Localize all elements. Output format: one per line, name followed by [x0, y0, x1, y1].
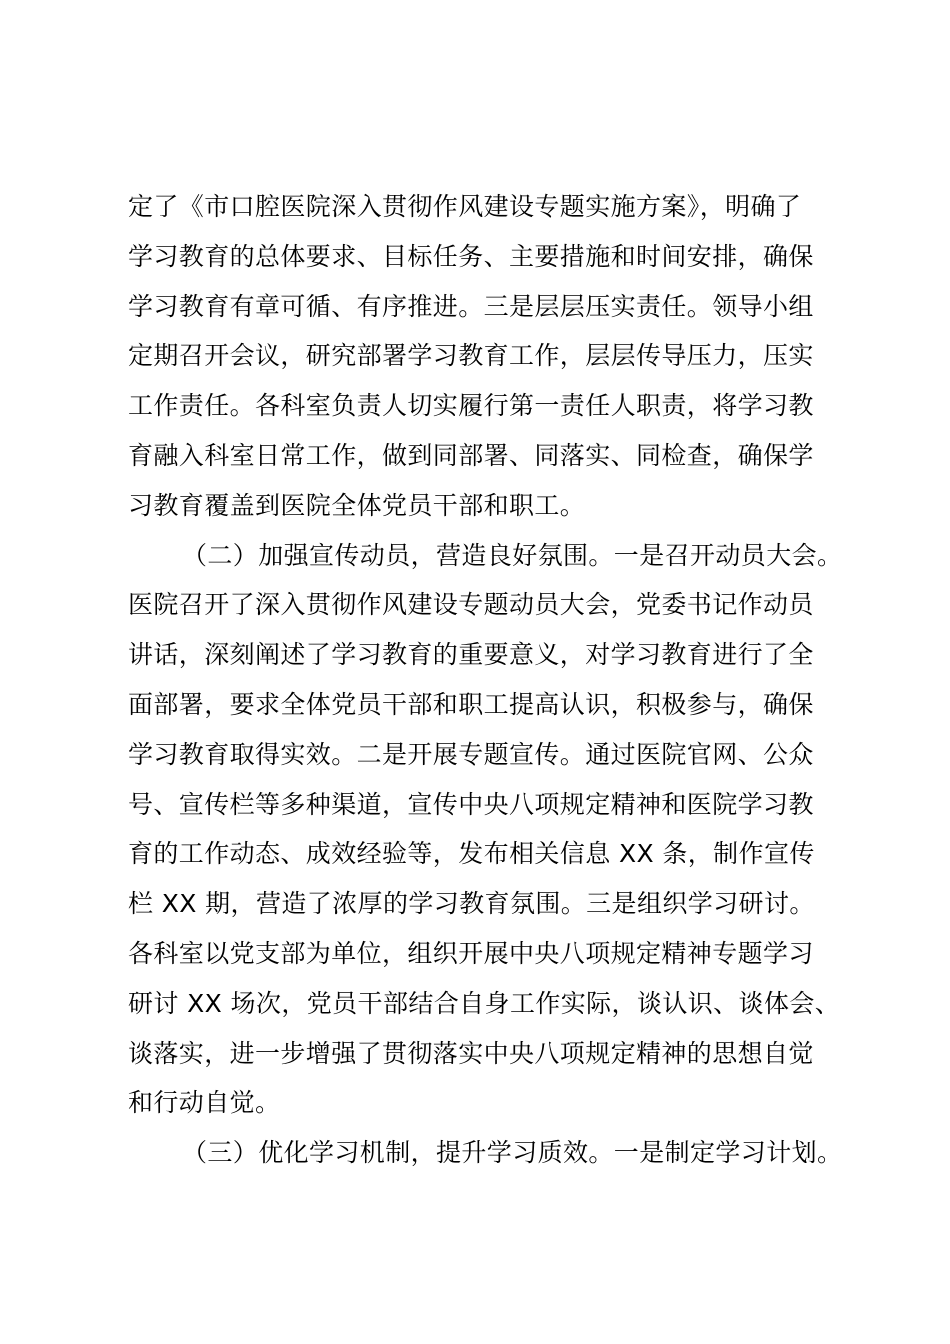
text-line: 医院召开了深入贯彻作风建设专题动员大会，党委书记作动员: [128, 590, 814, 620]
text-line: 号、宣传栏等多种渠道，宣传中央八项规定精神和医院学习教: [128, 789, 814, 819]
text-line: 育融入科室日常工作，做到同部署、同落实、同检查，确保学: [128, 440, 814, 470]
section-heading-line: （三）优化学习机制，提升学习质效。一是制定学习计划。: [182, 1138, 843, 1168]
text-line: 栏 XX 期，营造了浓厚的学习教育氛围。三是组织学习研讨。: [128, 889, 815, 919]
text-line: 面部署，要求全体党员干部和职工提高认识，积极参与，确保: [128, 689, 814, 719]
text-line: 工作责任。各科室负责人切实履行第一责任人职责，将学习教: [128, 391, 814, 421]
text-line: 学习教育有章可循、有序推进。三是层层压实责任。领导小组: [128, 291, 814, 321]
text-line: 学习教育的总体要求、目标任务、主要措施和时间安排，确保: [128, 241, 814, 271]
text-line: 和行动自觉。: [128, 1088, 281, 1118]
body-text: [128, 182, 888, 1178]
text-line: 研讨 XX 场次，党员干部结合自身工作实际，谈认识、谈体会、: [128, 988, 841, 1018]
text-line: 谈落实，进一步增强了贯彻落实中央八项规定精神的思想自觉: [128, 1038, 814, 1068]
text-line: 讲话，深刻阐述了学习教育的重要意义，对学习教育进行了全: [128, 640, 814, 670]
text-line: 定期召开会议，研究部署学习教育工作，层层传导压力，压实: [128, 341, 814, 371]
text-line: 学习教育取得实效。二是开展专题宣传。通过医院官网、公众: [128, 739, 814, 769]
text-line: 习教育覆盖到医院全体党员干部和职工。: [128, 490, 586, 520]
text-line: 各科室以党支部为单位，组织开展中央八项规定精神专题学习: [128, 938, 814, 968]
text-line: 定了《市口腔医院深入贯彻作风建设专题实施方案》，明确了: [128, 192, 802, 221]
section-heading-line: （二）加强宣传动员，营造良好氛围。一是召开动员大会。: [182, 540, 843, 570]
text-line: 育的工作动态、成效经验等，发布相关信息 XX 条，制作宣传: [128, 839, 815, 869]
